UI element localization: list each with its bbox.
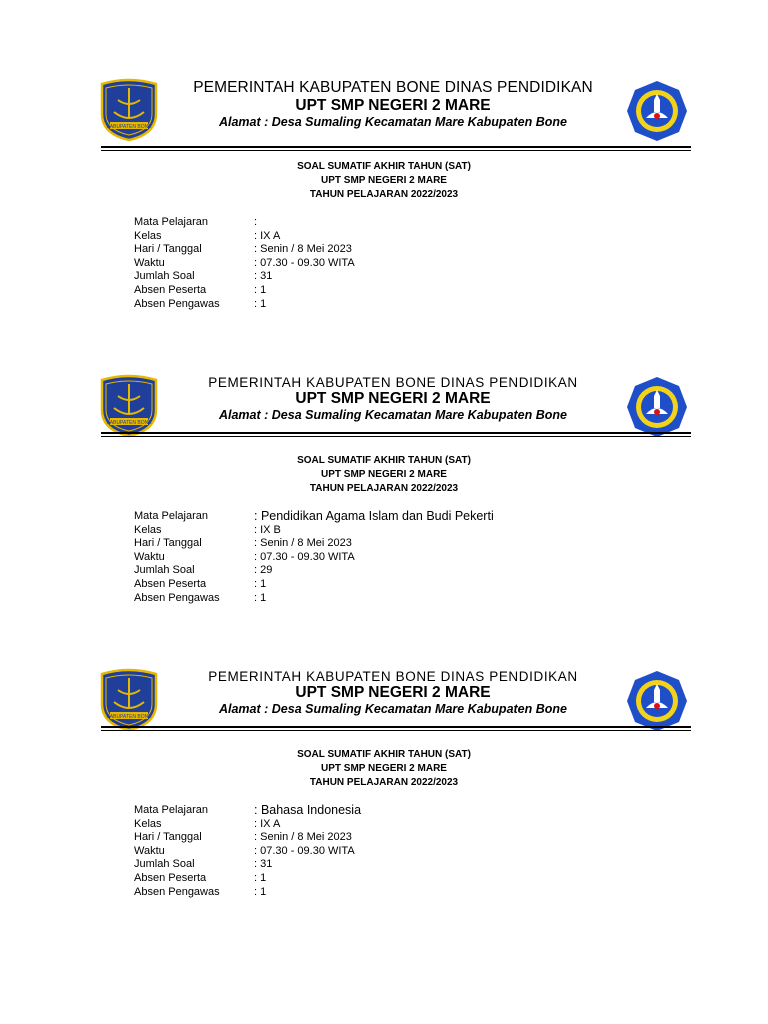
logo-ribbon-text: KABUPATEN BONE bbox=[106, 420, 152, 426]
exam-school: UPT SMP NEGERI 2 MARE bbox=[321, 175, 447, 186]
school-address: Alamat : Desa Sumaling Kecamatan Mare Kabupaten Bone bbox=[218, 702, 567, 716]
exam-title: SOAL SUMATIF AKHIR TAHUN (SAT) bbox=[297, 455, 471, 466]
label-subject: Mata Pelajaran bbox=[134, 510, 208, 522]
government-title: PEMERINTAH KABUPATEN BONE DINAS PENDIDIKAN bbox=[208, 375, 578, 390]
label-questions: Jumlah Soal bbox=[134, 564, 195, 577]
value-questions: : 31 bbox=[254, 858, 273, 871]
value-time: : 07.30 - 09.30 WITA bbox=[254, 550, 355, 563]
exam-info bbox=[134, 510, 494, 605]
label-questions: Jumlah Soal bbox=[134, 270, 195, 283]
label-subject: Mata Pelajaran bbox=[134, 804, 208, 816]
label-date: Hari / Tanggal bbox=[134, 831, 202, 844]
tut-wuri-handayani-logo-icon bbox=[626, 80, 688, 142]
header-divider bbox=[101, 432, 691, 434]
value-attendance-student: : 1 bbox=[254, 871, 267, 884]
tut-wuri-handayani-logo-icon bbox=[626, 670, 688, 732]
logo-ribbon-text: KABUPATEN BONE bbox=[106, 714, 152, 720]
value-date: : Senin / 8 Mei 2023 bbox=[254, 537, 352, 550]
value-time: : 07.30 - 09.30 WITA bbox=[254, 844, 355, 857]
label-time: Waktu bbox=[134, 550, 165, 563]
exam-year: TAHUN PELAJARAN 2022/2023 bbox=[309, 483, 459, 494]
label-attendance-proctor: Absen Pengawas bbox=[134, 885, 220, 898]
label-date: Hari / Tanggal bbox=[134, 243, 202, 256]
label-attendance-student: Absen Peserta bbox=[134, 577, 207, 590]
value-date: : Senin / 8 Mei 2023 bbox=[254, 243, 352, 256]
exam-school: UPT SMP NEGERI 2 MARE bbox=[321, 469, 447, 480]
value-time: : 07.30 - 09.30 WITA bbox=[254, 256, 355, 269]
exam-title: SOAL SUMATIF AKHIR TAHUN (SAT) bbox=[297, 161, 471, 172]
value-attendance-proctor: : 1 bbox=[254, 591, 267, 604]
header-divider bbox=[101, 146, 691, 148]
label-attendance-proctor: Absen Pengawas bbox=[134, 297, 220, 310]
label-attendance-student: Absen Peserta bbox=[134, 871, 207, 884]
government-title: PEMERINTAH KABUPATEN BONE DINAS PENDIDIKAN bbox=[208, 669, 578, 684]
value-class: : IX A bbox=[254, 229, 281, 242]
label-questions: Jumlah Soal bbox=[134, 858, 195, 871]
value-class: : IX A bbox=[254, 817, 281, 830]
exam-school: UPT SMP NEGERI 2 MARE bbox=[321, 763, 447, 774]
label-class: Kelas bbox=[134, 229, 162, 242]
value-attendance-student: : 1 bbox=[254, 577, 267, 590]
header-divider bbox=[101, 726, 691, 728]
value-date: : Senin / 8 Mei 2023 bbox=[254, 831, 352, 844]
label-class: Kelas bbox=[134, 817, 162, 830]
kabupaten-bone-logo-icon bbox=[98, 374, 160, 438]
label-subject: Mata Pelajaran bbox=[134, 216, 208, 228]
value-subject: : Bahasa Indonesia bbox=[254, 803, 362, 817]
header-divider-thin bbox=[101, 150, 691, 151]
value-class: : IX B bbox=[254, 523, 281, 536]
tut-wuri-handayani-logo-icon bbox=[626, 376, 688, 438]
exam-card-3 bbox=[0, 668, 768, 948]
exam-year: TAHUN PELAJARAN 2022/2023 bbox=[309, 189, 459, 200]
label-class: Kelas bbox=[134, 523, 162, 536]
exam-title: SOAL SUMATIF AKHIR TAHUN (SAT) bbox=[297, 749, 471, 760]
school-name: UPT SMP NEGERI 2 MARE bbox=[295, 684, 491, 701]
value-attendance-proctor: : 1 bbox=[254, 297, 267, 310]
label-attendance-student: Absen Peserta bbox=[134, 283, 207, 296]
label-attendance-proctor: Absen Pengawas bbox=[134, 591, 220, 604]
government-title: PEMERINTAH KABUPATEN BONE DINAS PENDIDIKAN bbox=[193, 79, 593, 96]
value-attendance-student: : 1 bbox=[254, 283, 267, 296]
school-address: Alamat : Desa Sumaling Kecamatan Mare Kabupaten Bone bbox=[218, 115, 567, 129]
header-divider-thin bbox=[101, 436, 691, 437]
value-attendance-proctor: : 1 bbox=[254, 885, 267, 898]
school-address: Alamat : Desa Sumaling Kecamatan Mare Kabupaten Bone bbox=[218, 408, 567, 422]
kabupaten-bone-logo-icon bbox=[98, 668, 160, 732]
logo-ribbon-text: KABUPATEN BONE bbox=[106, 124, 152, 130]
exam-year: TAHUN PELAJARAN 2022/2023 bbox=[309, 777, 459, 788]
school-name: UPT SMP NEGERI 2 MARE bbox=[295, 97, 491, 114]
exam-card-1 bbox=[0, 78, 768, 358]
kabupaten-bone-logo-icon bbox=[98, 78, 160, 142]
school-name: UPT SMP NEGERI 2 MARE bbox=[295, 390, 491, 407]
value-subject: : Pendidikan Agama Islam dan Budi Pekerti bbox=[254, 509, 494, 523]
exam-info bbox=[134, 804, 361, 899]
label-time: Waktu bbox=[134, 256, 165, 269]
exam-card-2 bbox=[0, 374, 768, 654]
value-subject: : bbox=[254, 216, 258, 228]
header-divider-thin bbox=[101, 730, 691, 731]
label-date: Hari / Tanggal bbox=[134, 537, 202, 550]
value-questions: : 29 bbox=[254, 564, 273, 577]
value-questions: : 31 bbox=[254, 270, 273, 283]
exam-info bbox=[134, 216, 355, 311]
label-time: Waktu bbox=[134, 844, 165, 857]
